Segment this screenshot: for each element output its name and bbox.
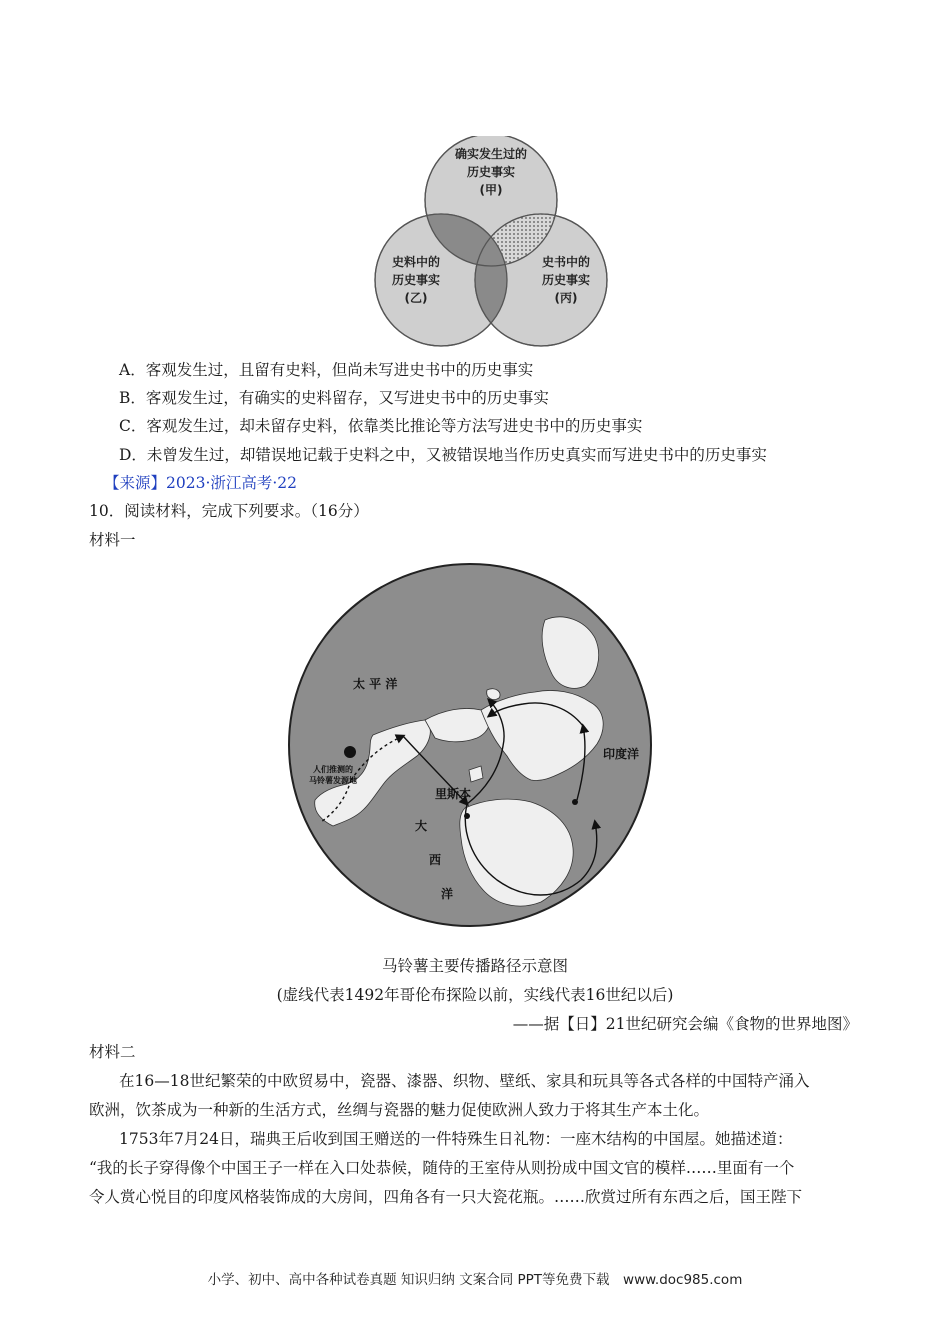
map-caption-note: (虚线代表1492年哥伦布探险以前，实线代表16世纪以后) [276, 986, 674, 1004]
label-lisbon: 里斯本 [435, 787, 472, 801]
paragraph-1-line-1: 在16—18世纪繁荣的中欧贸易中，瓷器、漆器、织物、壁纸、家具和玩具等各式各样的中国特产涌入 [119, 1072, 810, 1090]
label-atlantic-2: 西 [429, 853, 442, 867]
venn-right-line1: 史书中的 [541, 255, 591, 269]
option-a: A．客观发生过，且留有史料，但尚未写进史书中的历史事实 [119, 361, 534, 379]
page-footer: 小学、初中、高中各种试卷真题 知识归纳 文案合同 PPT等免费下载 www.doc985.com [207, 1272, 743, 1288]
label-atlantic-1: 大 [415, 819, 428, 833]
label-pacific: 太 平 洋 [353, 677, 398, 691]
question-title: 10．阅读材料，完成下列要求。（16分） [89, 502, 369, 520]
venn-top-line3: (甲) [479, 183, 503, 197]
india-dot [572, 799, 578, 805]
paragraph-2-line-1: 1753年7月24日，瑞典王后收到国王赠送的一件特殊生日礼物：一座木结构的中国屋。她描述道： [119, 1130, 793, 1148]
lisbon-dot [464, 813, 470, 819]
venn-left-line1: 史料中的 [391, 255, 441, 269]
label-indian: 印度洋 [603, 747, 640, 761]
label-atlantic-3: 洋 [441, 887, 454, 901]
venn-left-line3: (乙) [404, 291, 428, 305]
origin-dot [344, 746, 356, 758]
paragraph-2-line-2: “我的长子穿得像个中国王子一样在入口处恭候，随侍的王室侍从则扮成中国文官的模样……里面有一个 [89, 1159, 795, 1177]
paragraph-1-line-2: 欧洲，饮茶成为一种新的生活方式，丝绸与瓷器的魅力促使欧洲人致力于将其生产本土化。 [89, 1101, 710, 1119]
map-citation: ——据【日】21世纪研究会编《食物的世界地图》 [512, 1015, 858, 1033]
map-caption-title: 马铃薯主要传播路径示意图 [381, 957, 568, 975]
venn-diagram [368, 136, 618, 348]
option-c: C．客观发生过，却未留存史料，依靠类比推论等方法写进史书中的历史事实 [119, 417, 643, 435]
venn-right-line3: (丙) [554, 291, 578, 305]
paragraph-2-line-3: 令人赏心悦目的印度风格装饰成的大房间，四角各有一只大瓷花瓶。……欣赏过所有东西之后，国王陛下 [89, 1188, 803, 1206]
label-origin-1: 人们推测的 [313, 765, 353, 774]
venn-top-line1: 确实发生过的 [454, 147, 528, 161]
source-tag: 【来源】2023·浙江高考·22 [104, 474, 298, 492]
option-d: D．未曾发生过，却错误地记载于史料之中，又被错误地当作历史真实而写进史书中的历史事实 [119, 446, 767, 464]
venn-top-line2: 历史事实 [466, 165, 516, 179]
option-b: B．客观发生过，有确实的史料留存，又写进史书中的历史事实 [119, 389, 549, 407]
material-1-label: 材料一 [89, 531, 136, 549]
material-2-label: 材料二 [89, 1043, 136, 1061]
venn-left-line2: 历史事实 [391, 273, 441, 287]
potato-route-map [285, 560, 655, 930]
label-origin-2: 马铃薯发源地 [309, 776, 357, 785]
venn-right-line2: 历史事实 [541, 273, 591, 287]
